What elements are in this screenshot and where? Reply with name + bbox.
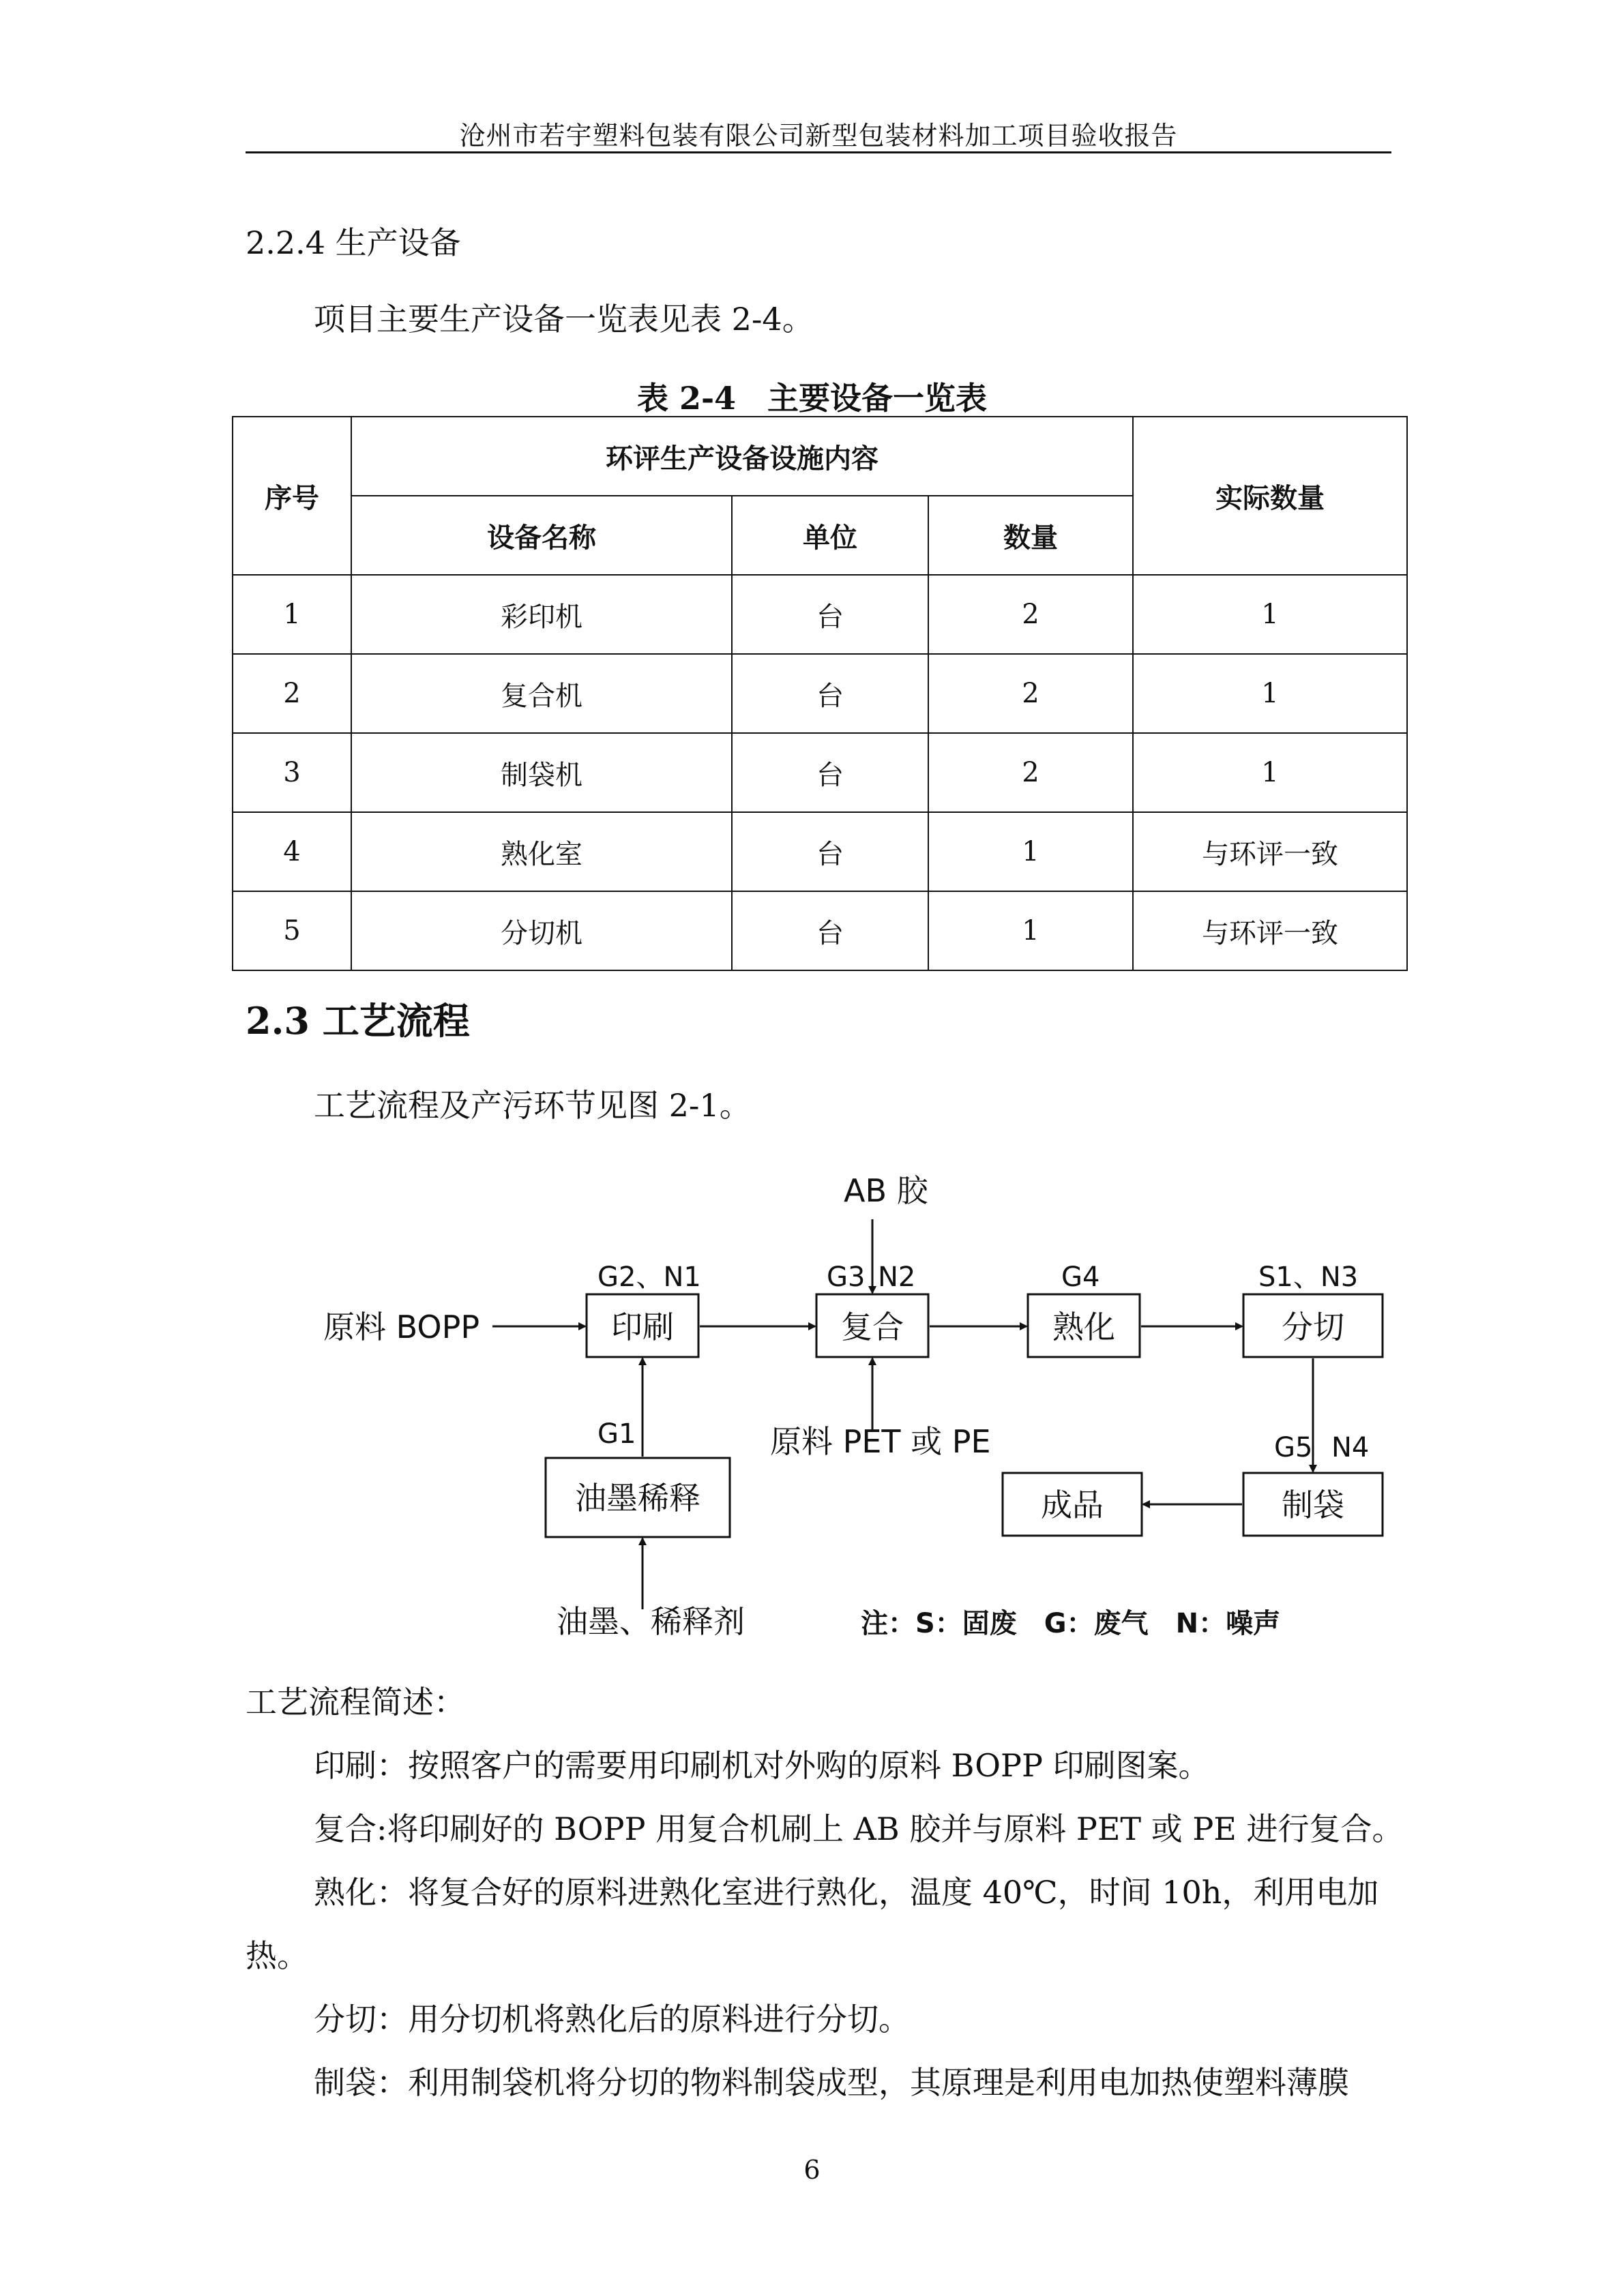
page-header-title: 沧州市若宇塑料包装有限公司新型包装材料加工项目验收报告 bbox=[459, 121, 1178, 151]
label-s1n3: S1、N3 bbox=[1258, 1262, 1359, 1293]
cell-qty: 2 bbox=[928, 575, 1133, 654]
section-23-heading: 2.3 工艺流程 bbox=[246, 999, 470, 1043]
label-g5: G5 bbox=[1274, 1432, 1313, 1463]
description-print: 印刷：按照客户的需要用印刷机对外购的原料 BOPP 印刷图案。 bbox=[314, 1747, 1210, 1784]
description-slitting: 分切：用分切机将熟化后的原料进行分切。 bbox=[314, 2001, 910, 2038]
cell-qty: 1 bbox=[928, 812, 1133, 891]
box-ink-dilution: 油墨稀释 bbox=[575, 1480, 700, 1517]
col-header-qty: 数量 bbox=[928, 496, 1133, 575]
label-g4: G4 bbox=[1061, 1262, 1100, 1293]
cell-actual: 与环评一致 bbox=[1133, 812, 1407, 891]
table-caption: 表 2-4 主要设备一览表 bbox=[636, 380, 988, 417]
col-header-unit: 单位 bbox=[732, 496, 928, 575]
cell-actual: 1 bbox=[1133, 733, 1407, 812]
label-input-bopp: 原料 BOPP bbox=[323, 1309, 480, 1345]
description-bagging: 制袋：利用制袋机将分切的物料制袋成型，其原理是利用电加热使塑料薄膜 bbox=[314, 2064, 1349, 2101]
cell-unit: 台 bbox=[732, 575, 928, 654]
label-g2n1: G2、N1 bbox=[597, 1262, 701, 1293]
box-bagging: 制袋 bbox=[1282, 1487, 1344, 1523]
cell-actual: 1 bbox=[1133, 654, 1407, 733]
description-composite: 复合:将印刷好的 BOPP 用复合机刷上 AB 胶并与原料 PET 或 PE 进行复合。 bbox=[314, 1810, 1404, 1847]
cell-name: 分切机 bbox=[351, 891, 732, 970]
description-curing: 熟化：将复合好的原料进熟化室进行熟化，温度 40℃，时间 10h，利用电加 bbox=[314, 1874, 1379, 1911]
cell-actual: 1 bbox=[1133, 575, 1407, 654]
cell-qty: 1 bbox=[928, 891, 1133, 970]
label-input-pet: 原料 PET 或 PE bbox=[770, 1423, 991, 1460]
cell-name: 复合机 bbox=[351, 654, 732, 733]
col-header-seq: 序号 bbox=[233, 417, 351, 575]
label-g3: G3 bbox=[827, 1262, 866, 1293]
cell-seq: 2 bbox=[233, 654, 351, 733]
cell-seq: 4 bbox=[233, 812, 351, 891]
cell-actual: 与环评一致 bbox=[1133, 891, 1407, 970]
cell-name: 彩印机 bbox=[351, 575, 732, 654]
cell-name: 熟化室 bbox=[351, 812, 732, 891]
cell-unit: 台 bbox=[732, 812, 928, 891]
cell-unit: 台 bbox=[732, 654, 928, 733]
cell-seq: 5 bbox=[233, 891, 351, 970]
cell-unit: 台 bbox=[732, 733, 928, 812]
cell-name: 制袋机 bbox=[351, 733, 732, 812]
cell-seq: 1 bbox=[233, 575, 351, 654]
label-n2: N2 bbox=[878, 1262, 916, 1293]
description-title: 工艺流程简述： bbox=[246, 1684, 465, 1720]
section-224-intro: 项目主要生产设备一览表见表 2-4。 bbox=[314, 301, 814, 338]
label-ab-glue: AB 胶 bbox=[844, 1172, 928, 1209]
cell-seq: 3 bbox=[233, 733, 351, 812]
label-g1: G1 bbox=[597, 1418, 636, 1450]
box-product: 成品 bbox=[1041, 1487, 1104, 1523]
cell-qty: 2 bbox=[928, 654, 1133, 733]
section-224-heading: 2.2.4 生产设备 bbox=[246, 224, 461, 261]
box-slitting: 分切 bbox=[1282, 1309, 1344, 1345]
description-curing-cont: 热。 bbox=[246, 1937, 308, 1974]
box-print: 印刷 bbox=[611, 1309, 674, 1345]
col-header-group: 环评生产设备设施内容 bbox=[351, 417, 1133, 496]
section-23-intro: 工艺流程及产污环节见图 2-1。 bbox=[314, 1087, 751, 1124]
page-number: 6 bbox=[803, 2155, 821, 2185]
diagram-legend-note: 注：S：固废 G：废气 N：噪声 bbox=[861, 1608, 1281, 1639]
cell-unit: 台 bbox=[732, 891, 928, 970]
label-n4: N4 bbox=[1331, 1432, 1370, 1463]
col-header-name: 设备名称 bbox=[351, 496, 732, 575]
cell-qty: 2 bbox=[928, 733, 1133, 812]
box-curing: 熟化 bbox=[1052, 1309, 1115, 1345]
col-header-actual: 实际数量 bbox=[1133, 417, 1407, 575]
label-input-ink: 油墨、稀释剂 bbox=[557, 1603, 745, 1640]
box-composite: 复合 bbox=[841, 1309, 904, 1345]
